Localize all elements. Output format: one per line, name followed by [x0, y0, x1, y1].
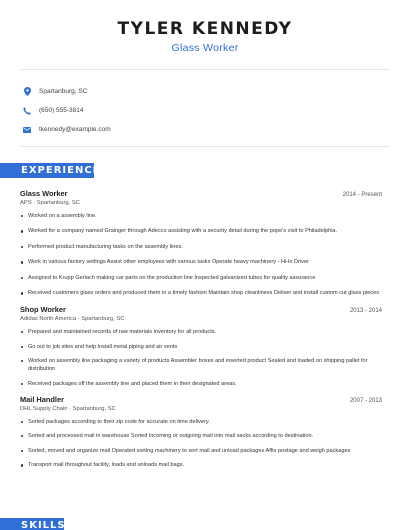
job-bullet: Worked on assembly line packaging a variety of products Assembler boxes and inserted product Sealed and loaded on shipping pallet for distribution	[20, 357, 382, 374]
candidate-job-title: Glass Worker	[171, 42, 239, 54]
skills-section-heading: SKILLS	[0, 518, 64, 530]
email-icon	[22, 125, 32, 135]
experience-list	[20, 189, 382, 476]
job-bullets	[20, 212, 382, 298]
job-bullet: Worked for a company named Grainger through Adecco assisting with a security detail during the pope's visit to Philadelphia.	[20, 227, 382, 235]
job-bullet: Go out to job sites and help install metal piping and air vents	[20, 343, 382, 351]
job-entry	[20, 395, 382, 470]
job-bullet: Received packages off the assembly line and placed them in their designated areas.	[20, 380, 382, 388]
job-dates: 2014 - Present	[342, 192, 382, 198]
contact-info	[22, 82, 111, 139]
job-bullet: Sorted and processed mail in warehouse Sorted incoming or outgoing mail into mail sacks according to destination.	[20, 432, 382, 440]
job-dates: 2007 - 2013	[349, 397, 382, 404]
contact-email	[22, 120, 111, 139]
job-dates: 2013 - 2014	[349, 307, 382, 314]
job-bullet: Received customers glass orders and produced them in a timely fashion Maintain shop cleanliness Deliver and install custom cut glass pieces	[20, 289, 382, 297]
resume-header	[0, 0, 410, 54]
job-title: Shop Worker	[20, 304, 66, 314]
job-bullet: Worked on a assembly line.	[20, 212, 382, 220]
job-entry	[20, 189, 382, 298]
phone-text: (650) 555-3814	[39, 107, 84, 114]
job-organization: Adidas North America · Spartanburg, SC	[20, 315, 125, 322]
job-entry	[20, 305, 382, 388]
phone-icon	[22, 106, 32, 116]
contact-location	[22, 82, 111, 101]
candidate-name: TYLER KENNEDY	[117, 19, 293, 39]
contact-divider	[20, 146, 390, 147]
job-bullet: Work in various factory settings Assist other employees with various tasks Operate heavy machinery - Hi-lo Driver	[20, 258, 382, 266]
header-divider	[20, 69, 390, 70]
job-organization: DHL Supply Chain · Spartanburg, SC	[20, 405, 116, 412]
experience-section-heading: EXPERIENCE	[0, 163, 94, 178]
job-bullets	[20, 328, 382, 388]
location-pin-icon	[22, 87, 32, 97]
job-organization: APS · Spartanburg, SC	[20, 200, 80, 206]
job-title: Mail Handler	[20, 394, 64, 404]
job-bullet: Prepared and maintained records of raw materials inventory for all products.	[20, 328, 382, 336]
email-text: tkennedy@example.com	[39, 126, 111, 133]
job-bullet: Sorted packages according to their zip code for accurate on time delivery.	[20, 418, 382, 426]
location-text: Spartanburg, SC	[39, 88, 88, 95]
job-bullet: Transport mail throughout facility, loads and unloads mail bags.	[20, 461, 382, 469]
job-bullet: Assigned to Krupp Gerlach making car parts on the production line Inspected galvanized tubes for quality assurance	[20, 274, 382, 282]
contact-phone	[22, 101, 111, 120]
job-bullet: Sorted, moved and organize mail Operated sorting machinery to sort mail and unload packages Affix postage and weigh packages	[20, 447, 382, 455]
job-bullets	[20, 418, 382, 470]
job-title: Glass Worker	[20, 189, 68, 198]
job-bullet: Performed product manufacturing tasks on the assembly lines.	[20, 243, 382, 251]
